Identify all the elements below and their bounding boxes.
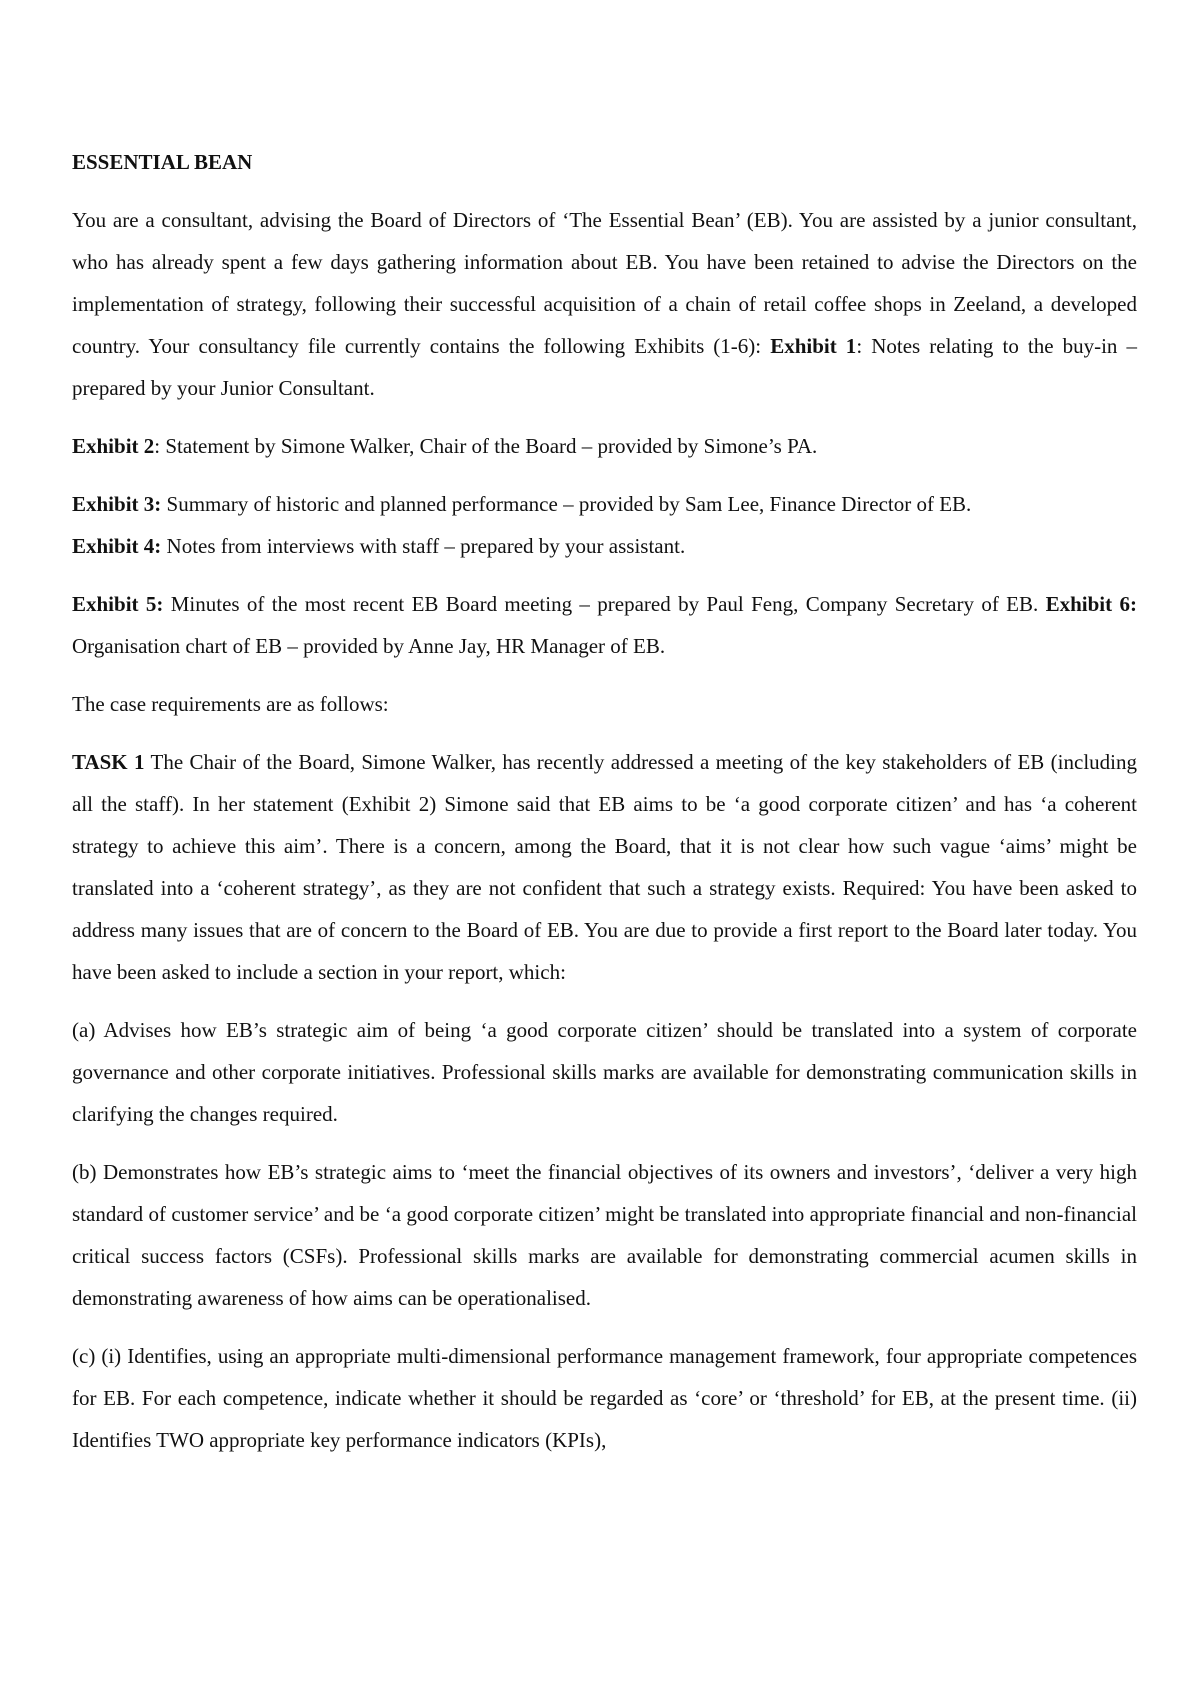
exhibit-5-label: Exhibit 5: [72, 592, 164, 616]
exhibit-1-text: : Notes relating to the buy-in – prepared by your Junior Consultant. [72, 334, 1138, 400]
exhibit-2-paragraph [72, 425, 1137, 467]
part-c-paragraph: (c) (i) Identifies, using an appropriate multi-dimensional performance management framework, four appropriate competences for EB. For each competence, indicate whether it should be regarded as ‘core’ or ‘threshold’ for EB, at the present time. (ii) Identifies TWO appropriate key performance indicators (KPIs), [72, 1344, 1137, 1452]
exhibit-3-label: Exhibit 3: [72, 492, 162, 516]
exhibit-4-text: Notes from interviews with staff – prepared by your assistant. [161, 534, 686, 558]
document-page [72, 141, 1137, 1477]
exhibit-6-text: Organisation chart of EB – provided by Anne Jay, HR Manager of EB. [72, 634, 666, 658]
document-title: ESSENTIAL BEAN [72, 150, 253, 174]
task-1-paragraph [72, 741, 1137, 993]
task-1-text: The Chair of the Board, Simone Walker, has recently addressed a meeting of the key stakeholders of EB (including all the staff). In her statement (Exhibit 2) Simone said that EB aims to be ‘a good corporate citizen’ and has ‘a coherent strategy to achieve this aim’. There is a concern, among the Board, that it is not clear how such vague ‘aims’ might be translated into a ‘coherent strategy’, as they are not confident that such a strategy exists. Required: You have been asked to address many issues that are of concern to the Board of EB. You are due to provide a first report to the Board later today. You have been asked to include a section in your report, which: [72, 750, 1137, 984]
exhibit-4-paragraph [72, 525, 1137, 567]
task-1-label: TASK 1 [72, 750, 145, 774]
exhibit-5-text: Minutes of the most recent EB Board meeting – prepared by Paul Feng, Company Secretary of EB. [163, 592, 1046, 616]
exhibit-3-paragraph [72, 483, 1137, 525]
part-a-paragraph: (a) Advises how EB’s strategic aim of being ‘a good corporate citizen’ should be translated into a system of corporate governance and other corporate initiatives. Professional skills marks are available for demonstrating communication skills in clarifying the changes required. [72, 1018, 1137, 1126]
exhibit-4-label: Exhibit 4: [72, 534, 162, 558]
exhibit-2-text: : Statement by Simone Walker, Chair of the Board – provided by Simone’s PA. [154, 434, 818, 458]
requirements-intro: The case requirements are as follows: [72, 692, 389, 716]
intro-text: You are a consultant, advising the Board of Directors of ‘The Essential Bean’ (EB). You are assisted by a junior consultant, who has already spent a few days gathering information about EB. You have been retained to advise the Directors on the implementation of strategy, following their successful acquisition of a chain of retail coffee shops in Zeeland, a developed country. Your consultancy file currently contains the following Exhibits (1-6): [72, 208, 1137, 358]
intro-paragraph [72, 199, 1137, 409]
exhibit-2-label: Exhibit 2 [72, 434, 155, 458]
part-b-paragraph: (b) Demonstrates how EB’s strategic aims to ‘meet the financial objectives of its owners and investors’, ‘deliver a very high standard of customer service’ and be ‘a good corporate citizen’ might be translated into appropriate financial and non-financial critical success factors (CSFs). Professional skills marks are available for demonstrating commercial acumen skills in demonstrating awareness of how aims can be operationalised. [72, 1160, 1137, 1310]
exhibit-6-label: Exhibit 6: [1045, 592, 1137, 616]
exhibit-5-6-paragraph [72, 583, 1137, 667]
exhibit-1-label: Exhibit 1 [770, 334, 857, 358]
exhibit-3-text: Summary of historic and planned performance – provided by Sam Lee, Finance Director of EB. [161, 492, 972, 516]
